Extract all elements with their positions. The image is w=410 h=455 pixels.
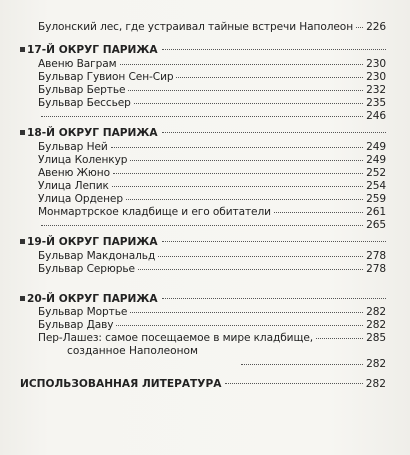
leader-dots [116, 325, 363, 326]
toc-entry-page: 249 [366, 141, 386, 153]
leader-dots [176, 77, 363, 78]
toc-entry [38, 154, 386, 166]
bullet-icon [20, 47, 25, 52]
toc-entry-page: 265 [366, 219, 386, 231]
toc-entry-page: 278 [366, 250, 386, 262]
leader-dots [356, 27, 363, 28]
bullet-icon [20, 239, 25, 244]
toc-entry [38, 97, 386, 109]
toc-entry-page: 232 [366, 84, 386, 96]
leader-dots [162, 298, 386, 299]
leader-dots [158, 256, 363, 257]
toc-entry [38, 332, 386, 344]
toc-entry-page: 249 [366, 154, 386, 166]
toc-entry-title: Пер-Лашез: самое посещаемое в мире кладбище, [38, 332, 314, 344]
toc-entry-title: Авеню Ваграм [38, 58, 117, 70]
leader-dots [113, 173, 363, 174]
toc-entry [38, 21, 386, 33]
toc-entry-title: Улица Орденер [38, 193, 123, 205]
bibliography-page: 282 [365, 378, 386, 390]
toc-entry-page: 259 [366, 193, 386, 205]
toc-entry [38, 250, 386, 262]
leader-dots [112, 186, 363, 187]
toc-entry-title: Бульвар Мортье [38, 306, 128, 318]
leader-dots [41, 225, 363, 226]
section-heading-18 [20, 127, 386, 139]
toc-entry [38, 167, 386, 179]
leader-dots [138, 269, 363, 270]
toc-entry [38, 141, 386, 153]
toc-entry-title: Булонский лес, где устраивал тайные встречи Наполеон [38, 21, 354, 33]
leader-dots [274, 212, 363, 213]
toc-entry [38, 263, 386, 275]
bibliography-heading [20, 378, 386, 390]
section-title: 17-Й ОКРУГ ПАРИЖА [27, 44, 158, 56]
toc-entry [238, 358, 386, 370]
toc-entry-page: 230 [366, 71, 386, 83]
leader-dots [130, 160, 363, 161]
toc-entry-title: Бульвар Бертье [38, 84, 126, 96]
toc-entry-title: Улица Лепик [38, 180, 109, 192]
toc-entry [38, 219, 386, 231]
section-heading-20 [20, 293, 386, 305]
toc-entry [38, 306, 386, 318]
leader-dots [126, 199, 363, 200]
leader-dots [162, 132, 386, 133]
section-title: 19-Й ОКРУГ ПАРИЖА [27, 236, 158, 248]
toc-entry-continuation: созданное Наполеоном [67, 345, 199, 357]
toc-entry-page: 246 [366, 110, 386, 122]
toc-entry-title: Бульвар Бессьер [38, 97, 131, 109]
toc-entry-title: Бульвар Гувион Сен-Сир [38, 71, 174, 83]
toc-entry [38, 319, 386, 331]
toc-entry [38, 193, 386, 205]
toc-entry-page: 285 [366, 332, 386, 344]
toc-entry-page: 282 [366, 306, 386, 318]
leader-dots [162, 241, 386, 242]
toc-entry-page: 261 [366, 206, 386, 218]
toc-entry-title: Монмартрское кладбище и его обитатели [38, 206, 271, 218]
bullet-icon [20, 296, 25, 301]
toc-entry [38, 84, 386, 96]
section-heading-17 [20, 44, 386, 56]
leader-dots [134, 103, 363, 104]
leader-dots [316, 338, 363, 339]
toc-entry-title: Бульвар Ней [38, 141, 108, 153]
toc-entry [38, 206, 386, 218]
leader-dots [41, 116, 363, 117]
toc-entry-page: 282 [366, 358, 386, 370]
leader-dots [241, 364, 363, 365]
section-heading-19 [20, 236, 386, 248]
leader-dots [162, 49, 386, 50]
toc-entry-page: 278 [366, 263, 386, 275]
section-title: 18-Й ОКРУГ ПАРИЖА [27, 127, 158, 139]
toc-entry [38, 58, 386, 70]
toc-entry [38, 180, 386, 192]
bullet-icon [20, 130, 25, 135]
bibliography-title: ИСПОЛЬЗОВАННАЯ ЛИТЕРАТУРА [20, 378, 222, 390]
toc-entry-page: 254 [366, 180, 386, 192]
toc-entry-page: 282 [366, 319, 386, 331]
toc-entry-title: Бульвар Даву [38, 319, 114, 331]
leader-dots [111, 147, 363, 148]
leader-dots [130, 312, 363, 313]
toc-entry-page: 226 [366, 21, 386, 33]
toc-entry-title: Бульвар Серюрье [38, 263, 135, 275]
toc-entry-title: Авеню Жюно [38, 167, 110, 179]
leader-dots [128, 90, 363, 91]
toc-entry [38, 110, 386, 122]
toc-entry [38, 71, 386, 83]
toc-entry-page: 235 [366, 97, 386, 109]
toc-entry-page: 252 [366, 167, 386, 179]
toc-entry-page: 230 [366, 58, 386, 70]
toc-entry-title: Бульвар Макдональд [38, 250, 156, 262]
leader-dots [225, 383, 362, 384]
toc-entry-title: Улица Коленкур [38, 154, 128, 166]
section-title: 20-Й ОКРУГ ПАРИЖА [27, 293, 158, 305]
leader-dots [120, 64, 364, 65]
